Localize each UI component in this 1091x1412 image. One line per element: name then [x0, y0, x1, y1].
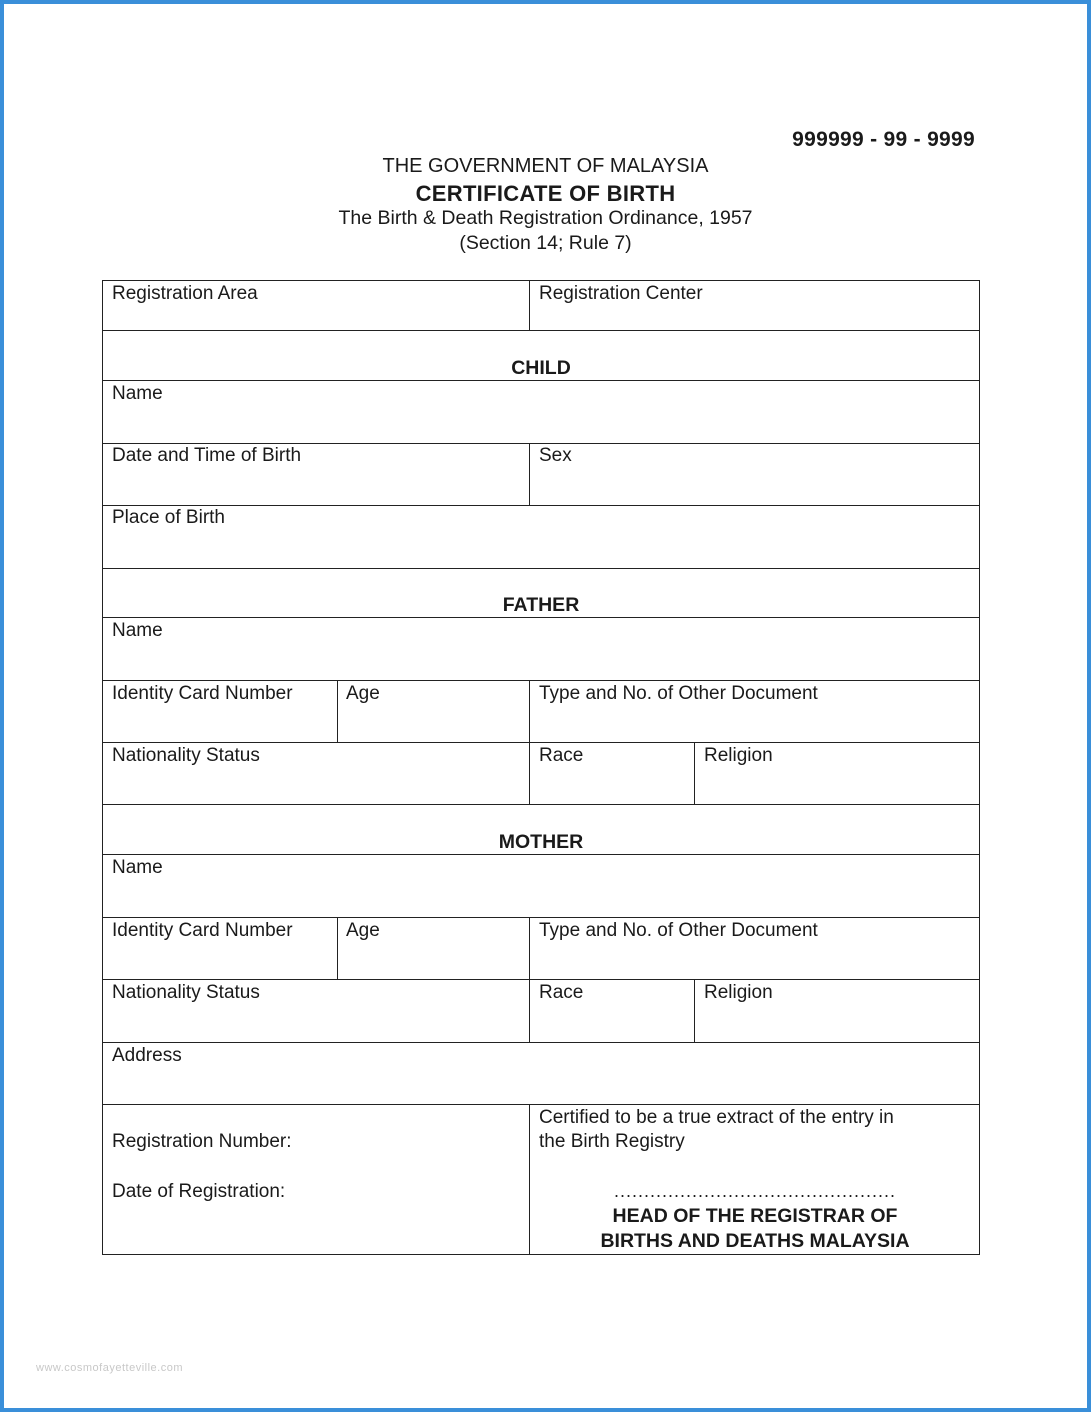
- row-divider: [103, 330, 979, 331]
- column-divider: [694, 742, 695, 804]
- child-place-of-birth-label: Place of Birth: [112, 507, 225, 528]
- certified-text-line1: Certified to be a true extract of the entry in: [539, 1107, 894, 1128]
- registrar-title-line1: HEAD OF THE REGISTRAR OF: [612, 1205, 898, 1227]
- row-divider: [103, 617, 979, 618]
- column-divider: [694, 979, 695, 1042]
- government-heading: THE GOVERNMENT OF MALAYSIA: [382, 155, 709, 177]
- mother-religion-label: Religion: [704, 982, 773, 1003]
- father-nationality-label: Nationality Status: [112, 745, 260, 766]
- father-other-document-label: Type and No. of Other Document: [539, 683, 818, 704]
- watermark: www.cosmofayetteville.com: [36, 1362, 183, 1374]
- father-race-label: Race: [539, 745, 584, 766]
- signature-line: ...............................................: [613, 1181, 897, 1201]
- certificate-number: 999999 - 99 - 9999: [792, 128, 975, 151]
- mother-section-heading: MOTHER: [498, 831, 584, 853]
- row-divider: [103, 742, 979, 743]
- mother-address-label: Address: [112, 1045, 182, 1066]
- father-religion-label: Religion: [704, 745, 773, 766]
- column-divider: [337, 680, 338, 742]
- mother-other-document-label: Type and No. of Other Document: [539, 920, 818, 941]
- father-age-label: Age: [346, 683, 380, 704]
- father-section-heading: FATHER: [502, 594, 580, 616]
- registration-center-label: Registration Center: [539, 283, 703, 304]
- registration-number-label: Registration Number:: [112, 1131, 292, 1152]
- column-divider: [529, 680, 530, 804]
- row-divider: [103, 443, 979, 444]
- mother-age-label: Age: [346, 920, 380, 941]
- column-divider: [337, 917, 338, 979]
- row-divider: [103, 804, 979, 805]
- row-divider: [103, 505, 979, 506]
- father-name-label: Name: [112, 620, 163, 641]
- date-of-registration-label: Date of Registration:: [112, 1181, 286, 1202]
- row-divider: [103, 854, 979, 855]
- certificate-title: CERTIFICATE OF BIRTH: [415, 181, 676, 206]
- registrar-title-line2: BIRTHS AND DEATHS MALAYSIA: [600, 1230, 910, 1252]
- child-section-heading: CHILD: [511, 357, 571, 379]
- section-line: (Section 14; Rule 7): [459, 232, 632, 254]
- row-divider: [103, 1042, 979, 1043]
- child-name-label: Name: [112, 383, 163, 404]
- column-divider: [529, 281, 530, 330]
- registration-area-label: Registration Area: [112, 283, 258, 304]
- row-divider: [103, 568, 979, 569]
- father-ic-number-label: Identity Card Number: [112, 683, 293, 704]
- row-divider: [103, 979, 979, 980]
- column-divider: [529, 1104, 530, 1254]
- mother-nationality-label: Nationality Status: [112, 982, 260, 1003]
- mother-name-label: Name: [112, 857, 163, 878]
- ordinance-line: The Birth & Death Registration Ordinance, 1957: [338, 207, 753, 229]
- row-divider: [103, 680, 979, 681]
- certificate-form-table: [102, 280, 980, 1255]
- certified-text-line2: the Birth Registry: [539, 1131, 685, 1152]
- child-birth-datetime-label: Date and Time of Birth: [112, 445, 302, 466]
- child-sex-label: Sex: [539, 445, 572, 466]
- mother-ic-number-label: Identity Card Number: [112, 920, 293, 941]
- column-divider: [529, 917, 530, 1042]
- column-divider: [529, 443, 530, 505]
- row-divider: [103, 1104, 979, 1105]
- mother-race-label: Race: [539, 982, 584, 1003]
- row-divider: [103, 917, 979, 918]
- row-divider: [103, 380, 979, 381]
